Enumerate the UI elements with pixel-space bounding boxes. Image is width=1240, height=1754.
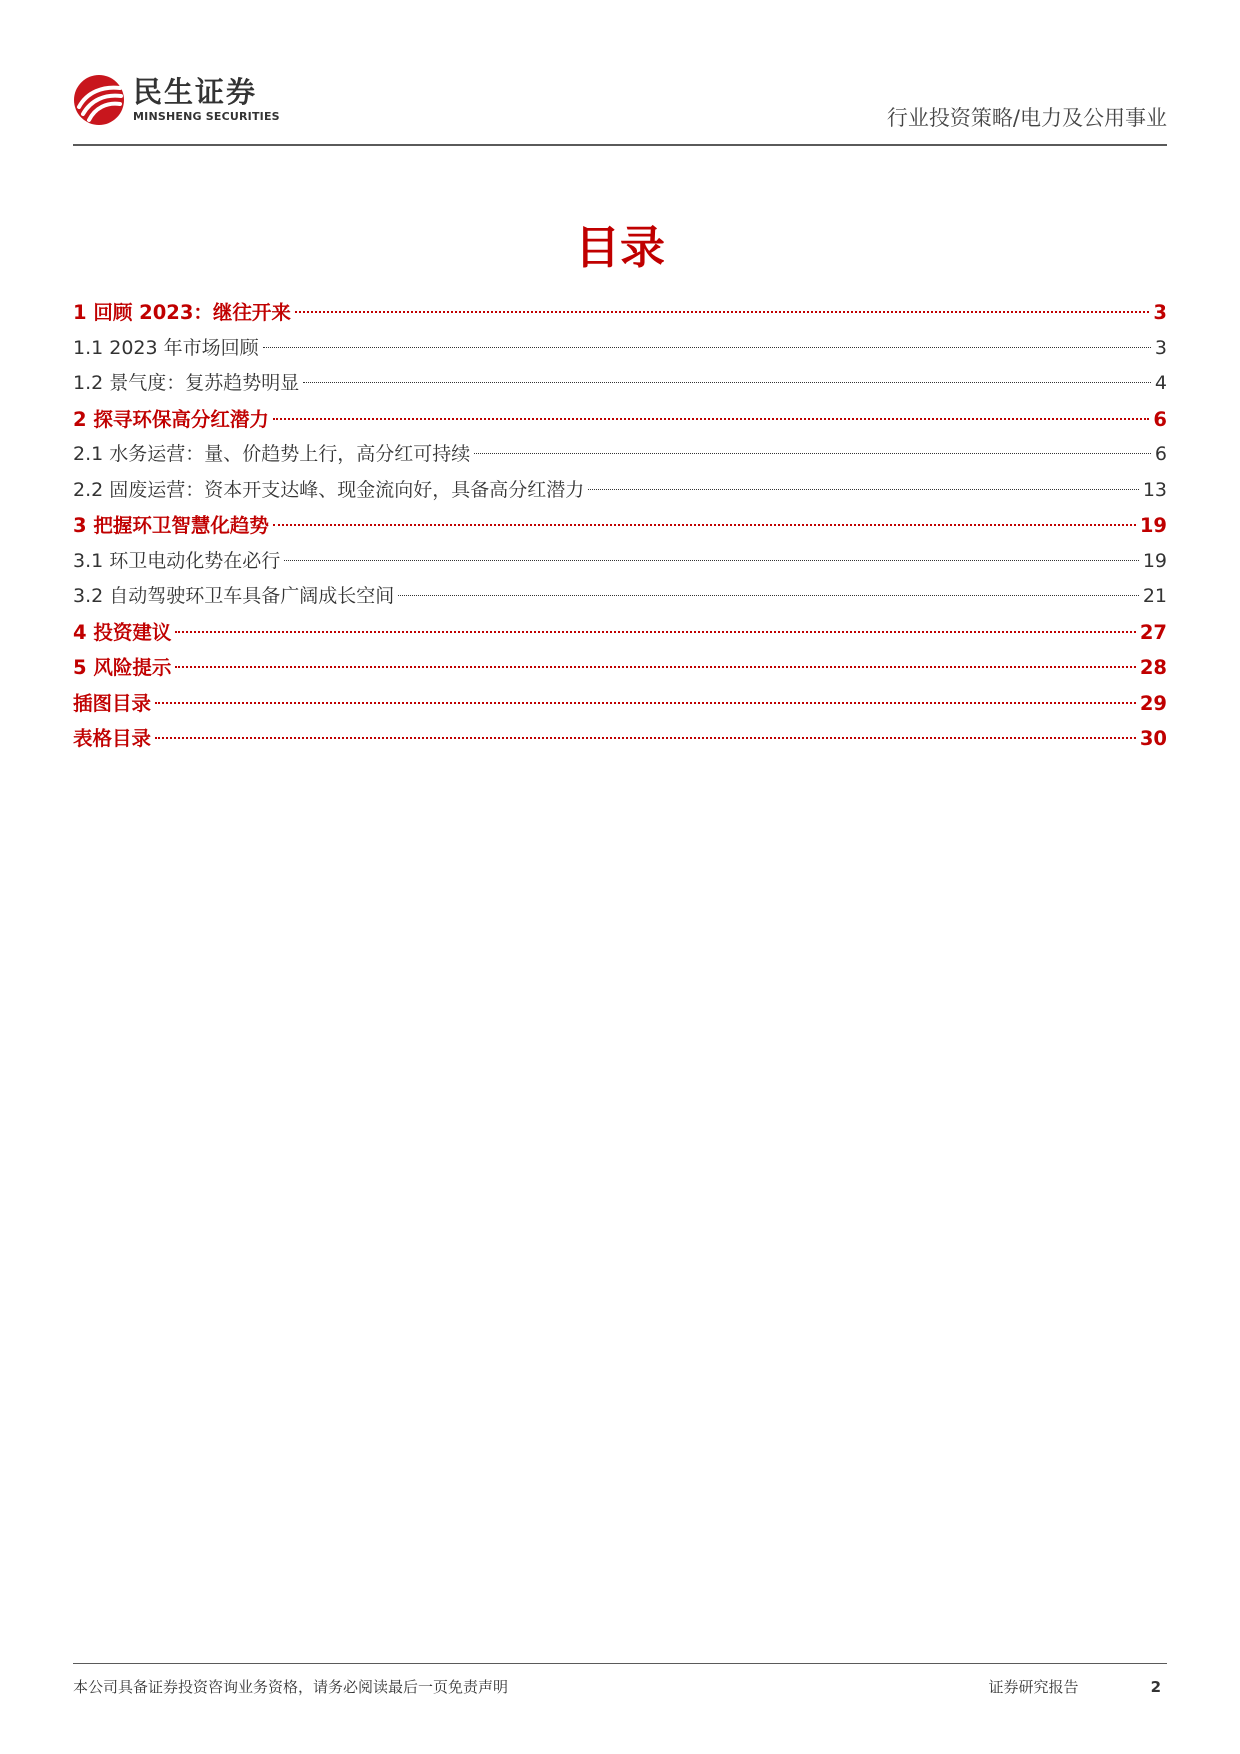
toc-entry-page: 3 bbox=[1154, 336, 1167, 359]
toc-entry-label: 插图目录 bbox=[73, 691, 152, 715]
toc-dot-leader bbox=[398, 595, 1139, 596]
toc-dot-leader bbox=[295, 311, 1150, 313]
toc-entry[interactable] bbox=[73, 579, 1167, 615]
toc-dot-leader bbox=[284, 560, 1139, 561]
toc-dot-leader bbox=[273, 418, 1150, 420]
toc-entry-label: 4 投资建议 bbox=[73, 620, 172, 644]
toc-dot-leader bbox=[155, 737, 1136, 739]
toc-entry[interactable] bbox=[73, 402, 1167, 438]
toc-entry-label: 1.2 景气度：复苏趋势明显 bbox=[73, 372, 300, 394]
toc-title: 目录 bbox=[574, 221, 665, 274]
toc-entry-page: 29 bbox=[1139, 691, 1167, 715]
page-header bbox=[73, 66, 1167, 146]
toc-dot-leader bbox=[303, 382, 1151, 383]
report-category: 行业投资策略/电力及公用事业 bbox=[886, 106, 1167, 130]
toc-entry-page: 19 bbox=[1142, 549, 1167, 572]
toc-entry-label: 3.1 环卫电动化势在必行 bbox=[73, 549, 281, 572]
toc-entry[interactable] bbox=[73, 615, 1167, 651]
toc-dot-leader bbox=[175, 666, 1136, 668]
toc-entry[interactable] bbox=[73, 686, 1167, 722]
toc-entry[interactable] bbox=[73, 508, 1167, 544]
toc-entry[interactable] bbox=[73, 650, 1167, 686]
toc-entry-label: 3 把握环卫智慧化趋势 bbox=[73, 514, 269, 537]
toc-entry[interactable] bbox=[73, 295, 1167, 331]
logo-english-name: MINSHENG SECURITIES bbox=[133, 110, 280, 123]
toc-dot-leader bbox=[175, 631, 1136, 633]
toc-entry-page: 6 bbox=[1153, 407, 1167, 431]
toc-entry[interactable] bbox=[73, 473, 1167, 509]
toc-entry-page: 6 bbox=[1154, 443, 1167, 465]
toc-dot-leader bbox=[263, 347, 1151, 348]
toc-entry-page: 3 bbox=[1153, 301, 1167, 324]
toc-entry-label: 表格目录 bbox=[73, 727, 152, 750]
toc-dot-leader bbox=[155, 702, 1136, 704]
footer-report-type: 证券研究报告 bbox=[988, 1678, 1079, 1696]
toc-entry-page: 30 bbox=[1139, 727, 1167, 750]
toc-entry-label: 2.1 水务运营：量、价趋势上行，高分红可持续 bbox=[73, 443, 471, 465]
toc-dot-leader bbox=[474, 453, 1151, 454]
toc-entry-page: 27 bbox=[1139, 620, 1167, 644]
toc-entry-label: 2.2 固废运营：资本开支达峰、现金流向好，具备高分红潜力 bbox=[73, 478, 585, 501]
minsheng-logo-icon bbox=[73, 74, 125, 126]
footer-right bbox=[989, 1676, 1167, 1697]
toc-entry-page: 21 bbox=[1142, 585, 1167, 607]
toc-entry-page: 13 bbox=[1142, 478, 1167, 501]
footer-disclaimer: 本公司具备证券投资咨询业务资格，请务必阅读最后一页免责声明 bbox=[73, 1678, 509, 1696]
toc-entry-page: 28 bbox=[1139, 656, 1167, 679]
table-of-contents bbox=[73, 295, 1167, 757]
page-footer bbox=[73, 1663, 1167, 1704]
toc-entry-label: 2 探寻环保高分红潜力 bbox=[73, 407, 269, 431]
toc-entry[interactable] bbox=[73, 366, 1167, 402]
logo-chinese-name: 民生证券 bbox=[133, 75, 258, 109]
toc-entry-page: 19 bbox=[1139, 514, 1167, 537]
toc-entry[interactable] bbox=[73, 721, 1167, 757]
toc-entry-label: 3.2 自动驾驶环卫车具备广阔成长空间 bbox=[73, 585, 395, 607]
footer-page-number: 2 bbox=[1150, 1678, 1161, 1696]
toc-entry[interactable] bbox=[73, 544, 1167, 580]
toc-entry-page: 4 bbox=[1154, 372, 1167, 394]
toc-entry-label: 1.1 2023 年市场回顾 bbox=[73, 336, 259, 359]
company-logo bbox=[73, 70, 280, 130]
toc-dot-leader bbox=[273, 524, 1136, 526]
toc-entry[interactable] bbox=[73, 437, 1167, 473]
toc-dot-leader bbox=[588, 489, 1139, 490]
toc-entry-label: 1 回顾 2023：继往开来 bbox=[73, 301, 291, 324]
toc-entry-label: 5 风险提示 bbox=[73, 656, 172, 679]
toc-entry[interactable] bbox=[73, 331, 1167, 367]
